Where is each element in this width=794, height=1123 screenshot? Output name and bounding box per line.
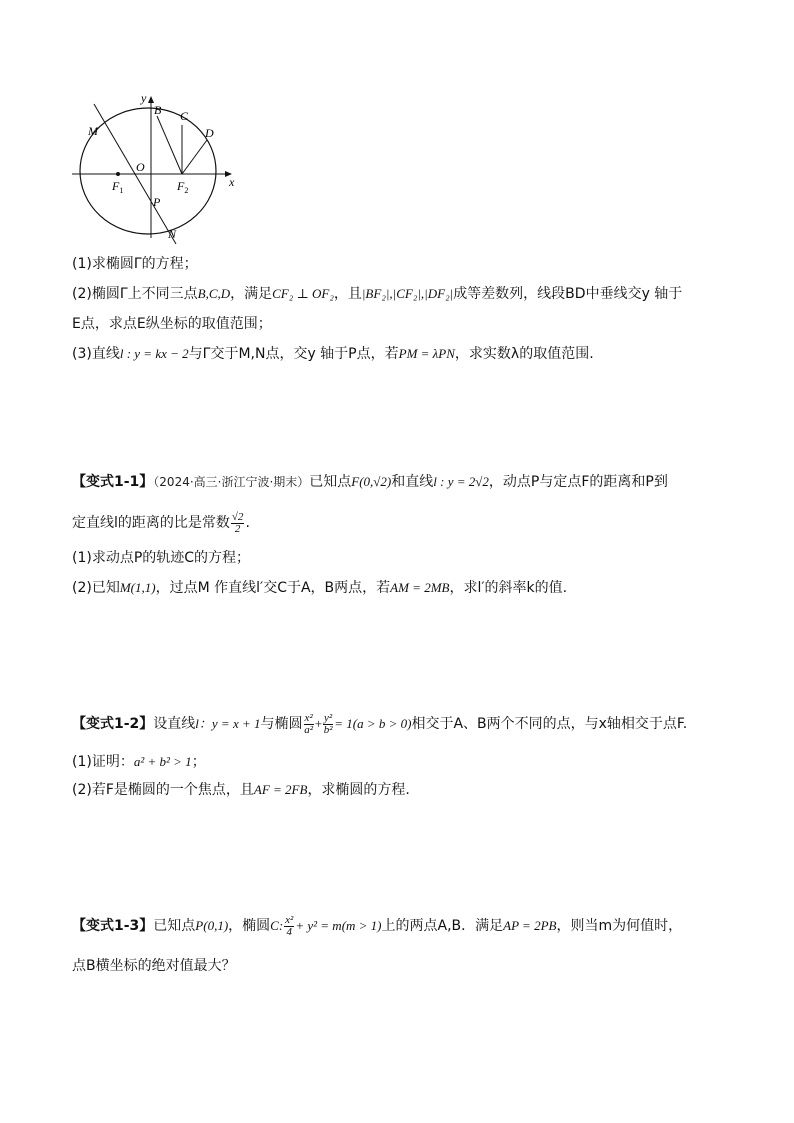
v13-ellipse-eq: + y² = m(m > 1) [295, 918, 382, 933]
p1-part2-cont [72, 314, 732, 334]
v11-q1-text: (1)求动点P的轨迹C的方程； [72, 550, 251, 566]
p1-part3-text-a: (3)直线 [72, 346, 120, 362]
v13-text-4: ，则当m为何值时， [556, 918, 683, 934]
v12-frac-y-num: y² [324, 711, 333, 724]
v12-q2 [72, 780, 732, 800]
v11-text-2: 和直线 [391, 474, 434, 490]
v13-frac-x [284, 915, 294, 938]
v12-frac-x-den: a² [304, 723, 313, 736]
v12-frac-y [323, 713, 333, 736]
v12-frac-x-num: x² [304, 711, 313, 724]
segment-df2 [182, 140, 207, 174]
v13-line2 [72, 956, 732, 976]
p1-part1-text: (1)求椭圆Γ的方程； [72, 256, 198, 272]
v11-point-f: F(0,√2) [351, 474, 392, 489]
v13-text-2: ，椭圆 [228, 918, 271, 934]
label-f1: $F_1$ [112, 179, 124, 195]
v13-line2-text: 点B横坐标的绝对值最大？ [72, 958, 236, 974]
p1-part3-vector-eq: PM = λPN [398, 346, 455, 361]
p1-part2-condition: CF₂ ⊥ OF₂ [272, 286, 334, 301]
p1-part3-text-b: 与Γ交于M,N点，交y 轴于P点，若 [188, 346, 399, 362]
label-p: P [153, 195, 161, 209]
y-axis-arrow [148, 96, 154, 103]
v11-q2-text-a: (2)已知 [72, 580, 120, 596]
v11-text-1: 已知点 [309, 474, 352, 490]
v11-line2-text: 定直线l的距离的比是常数 [72, 515, 230, 531]
v13-frac-x-den: 4 [286, 925, 292, 938]
v11-source: （2024·高三·浙江宁波·期末） [153, 475, 310, 489]
ellipse-gamma [80, 108, 216, 234]
v11-q2-text-c: ，求l′的斜率k的值. [449, 580, 568, 596]
v13-ellipse-name: C: [270, 918, 284, 933]
p1-part3-line-eq: l : y = kx − 2 [119, 346, 189, 361]
v12-frac-y-den: b² [323, 723, 333, 736]
v12-q1-text-a: (1)证明： [72, 754, 134, 770]
v12-text-2: 与椭圆 [260, 716, 303, 732]
label-m: M [88, 124, 98, 138]
p1-part2-line2: E点，求点E纵坐标的取值范围； [72, 316, 272, 332]
v11-line-eq: l : y = 2√2 [433, 474, 489, 489]
v13-frac-x-num: x² [285, 913, 294, 926]
v12-q1-text-b: ； [191, 754, 206, 770]
v12-q2-text-a: (2)若F是椭圆的一个焦点，且 [72, 782, 254, 798]
v13-tag: 【变式1-3】 [72, 918, 154, 934]
segment-bf2 [157, 116, 182, 174]
p1-part2-sequence: |BF₂|,|CF₂|,|DF₂| [361, 286, 454, 301]
v12-q1-inequality: a² + b² > 1 [133, 754, 192, 769]
v13-point-p: P(0,1) [195, 918, 229, 933]
p1-part2-text-a: (2)椭圆Γ上不同三点 [72, 286, 198, 302]
p1-part2-text-d: 成等差数列，线段BD中垂线交y 轴于 [453, 286, 683, 302]
v12-tag: 【变式1-2】 [72, 716, 154, 732]
v13-vector-eq: AP = 2PB [503, 918, 557, 933]
label-d: D [205, 126, 214, 140]
ellipse-figure [66, 88, 256, 248]
p1-part2-points: B,C,D [197, 286, 231, 301]
v12-q2-vector-eq: AF = 2FB [253, 782, 308, 797]
v12-line1: 【变式1-2】设直线l：y = x + 1与椭圆 $\frac{\text{x²}}{\text{a²}}$ + $\frac{\text{y²}}{\text{b²}}$ = 1(a > b > 0)相交于A、B两个不同的点，与x轴相交于点F. [72, 711, 688, 736]
v11-q2-text-b: ，过点M 作直线l′交C于A，B两点，若 [155, 580, 391, 596]
p1-part2-text-b: ，满足 [230, 286, 273, 302]
p1-part3-text-c: ，求实数λ的取值范围. [454, 346, 594, 362]
v12-line-eq: l：y = x + 1 [195, 716, 261, 731]
v11-text-3: ，动点P与定点F的距离和P到 [488, 474, 668, 490]
v11-tag: 【变式1-1】 [72, 474, 154, 490]
v12-q1 [72, 752, 732, 772]
focus-f1-dot [116, 172, 120, 176]
label-f2: $F_2$ [177, 179, 189, 195]
v12-text-3: 相交于A、B两个不同的点，与x轴相交于点F. [411, 716, 688, 732]
p1-part3 [72, 344, 732, 364]
v13-text-1: 已知点 [153, 918, 196, 934]
v11-line2 [72, 510, 732, 536]
label-y: y [141, 91, 147, 105]
v11-q2-point-m: M(1,1) [119, 580, 156, 595]
label-n: N [168, 227, 177, 241]
v11-q2-vector-eq: AM = 2MB [390, 580, 450, 595]
v13-line1 [72, 912, 732, 940]
v11-q2 [72, 578, 732, 598]
v12-ellipse-eq: = 1(a > b > 0) [334, 716, 412, 731]
v11-line2-end: . [245, 515, 250, 531]
label-c: C [180, 109, 189, 123]
v12-frac-x [304, 713, 314, 736]
label-x: x [229, 175, 235, 189]
v12-q2-text-b: ，求椭圆的方程. [307, 782, 410, 798]
v11-q1 [72, 548, 732, 568]
label-o: O [136, 160, 145, 174]
p1-part2 [72, 284, 732, 304]
label-b: B [154, 103, 162, 117]
v12-text-1: 设直线 [153, 716, 196, 732]
v11-frac-num: √2 [231, 510, 244, 523]
v11-ratio-fraction [231, 512, 245, 535]
v11-line1 [72, 472, 732, 492]
v11-frac-den: 2 [234, 522, 241, 535]
v13-text-3: 上的两点A,B．满足 [381, 918, 504, 934]
p1-part2-text-c: ，且 [333, 286, 362, 302]
p1-part1 [72, 254, 732, 274]
